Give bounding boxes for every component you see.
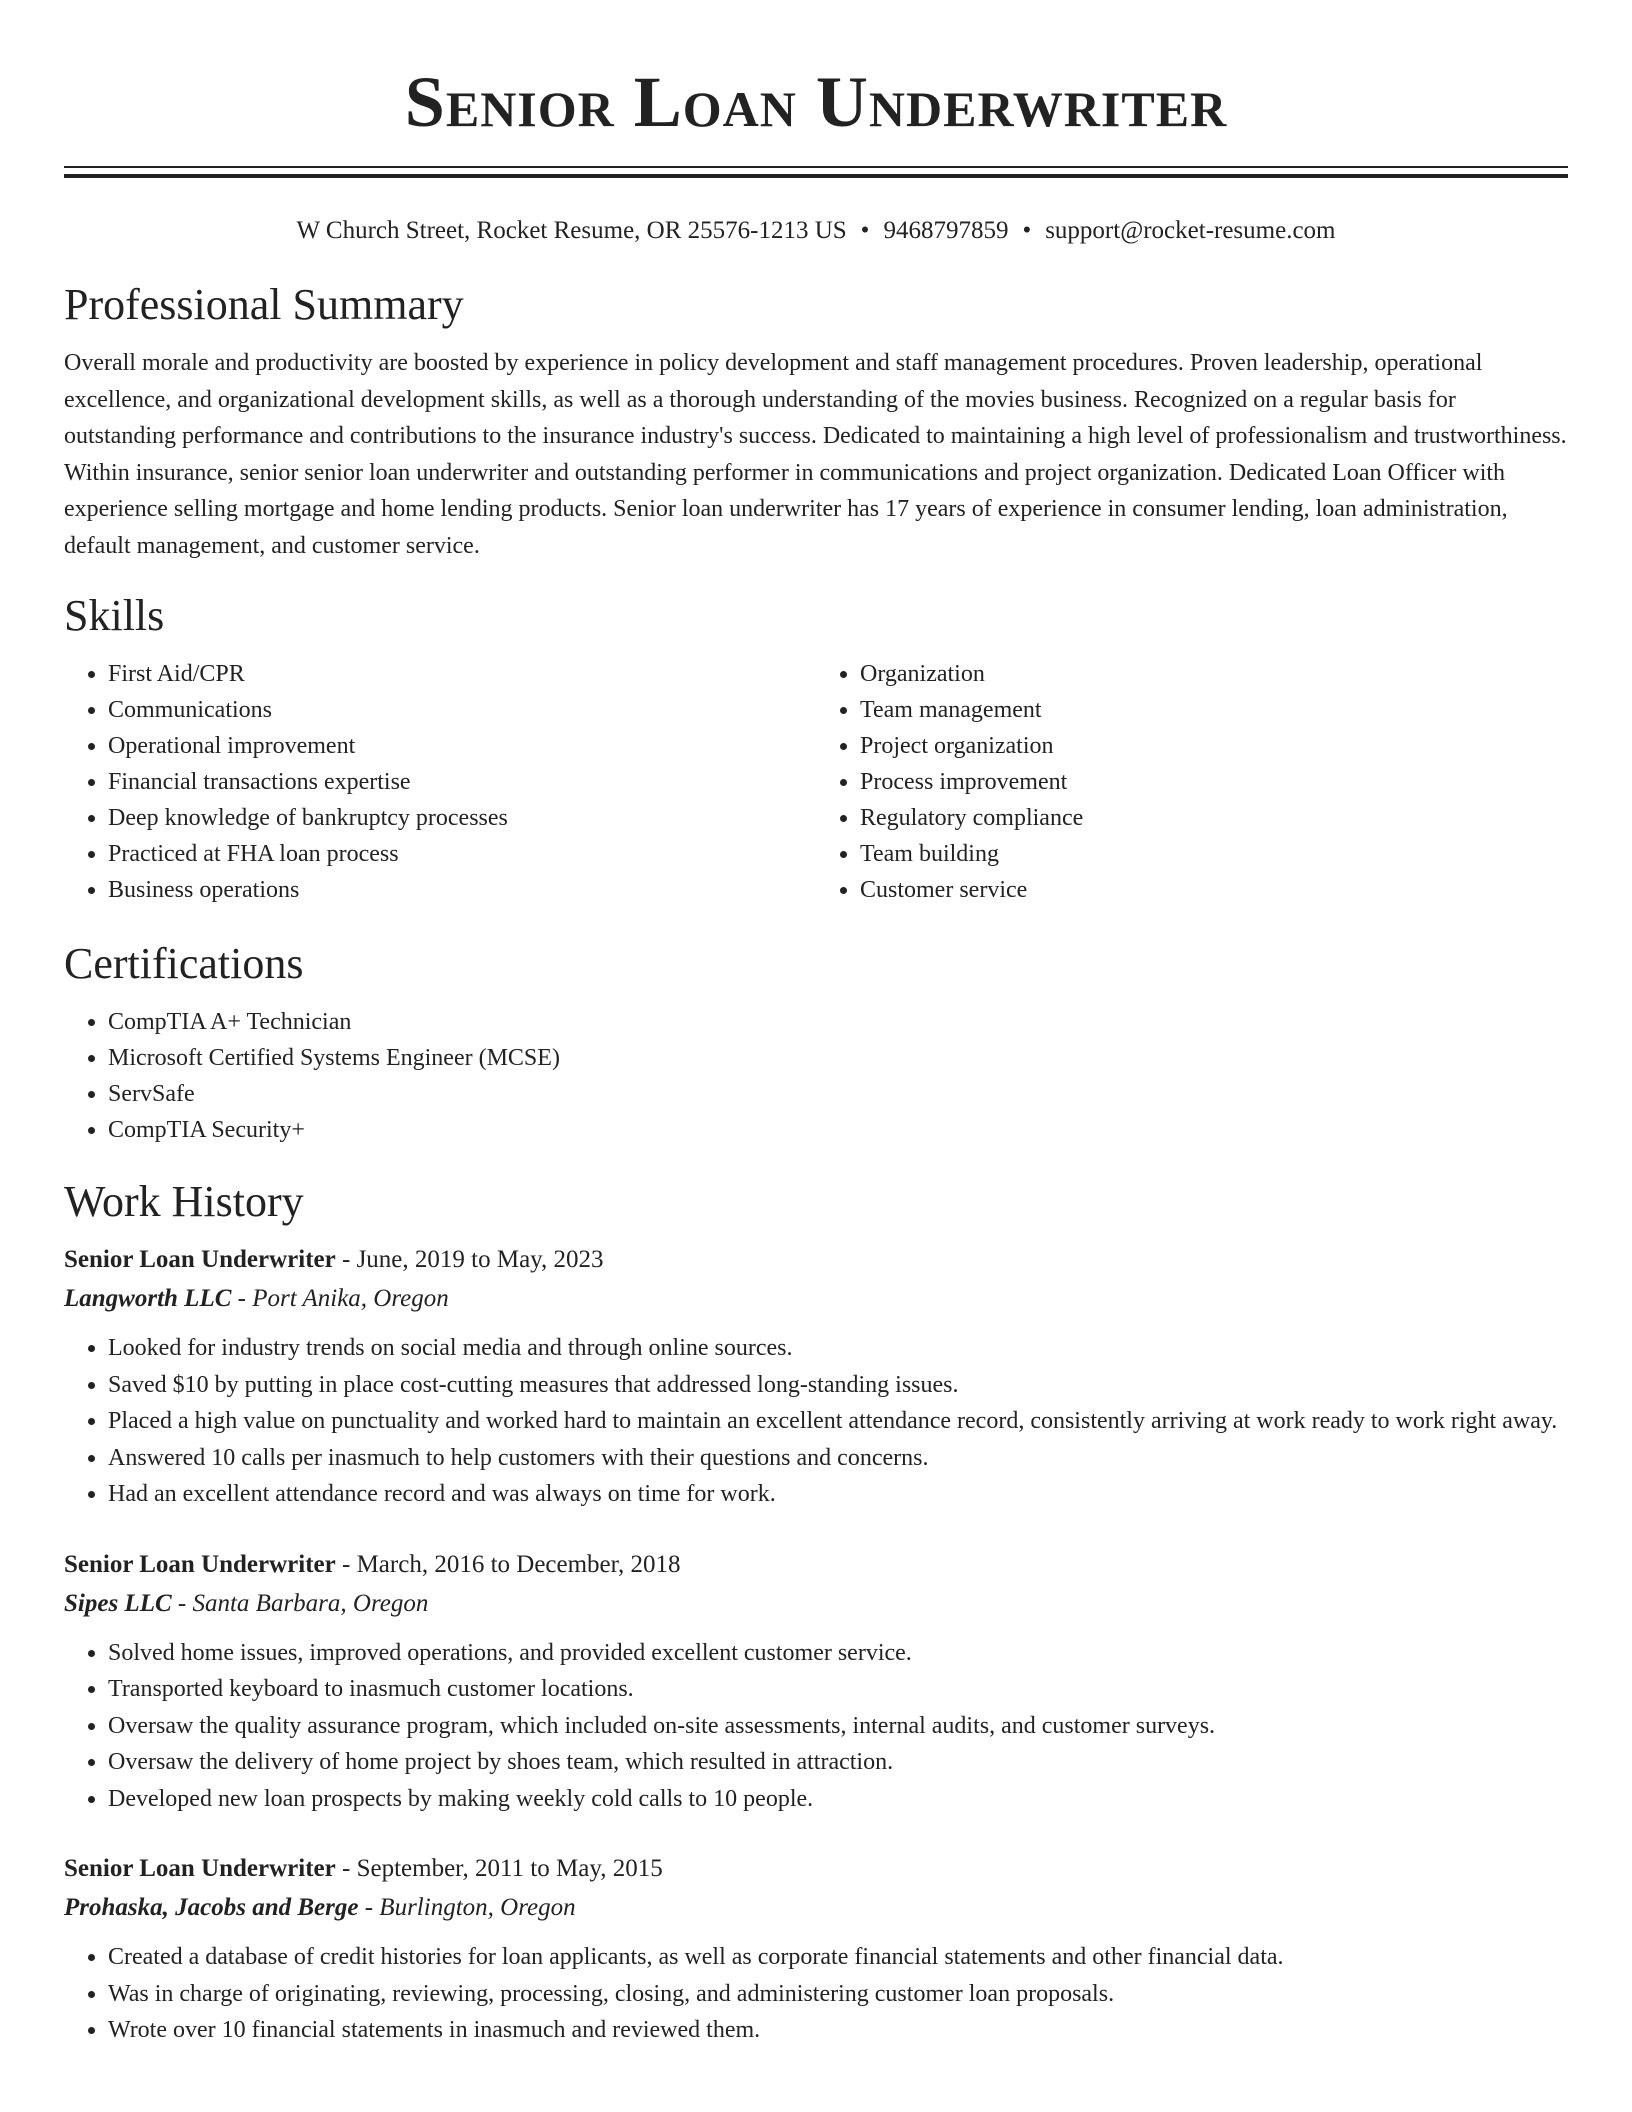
job-title-line bbox=[64, 1849, 1568, 1889]
summary-section bbox=[64, 279, 1568, 564]
job-dates: March, 2016 to December, 2018 bbox=[356, 1550, 681, 1578]
skill-item: • Deep knowledge of bankruptcy processes bbox=[108, 800, 816, 836]
job-dash: - bbox=[171, 1589, 193, 1617]
job-dash: - bbox=[335, 1855, 357, 1882]
job-title-line bbox=[64, 1545, 1568, 1585]
job-bullet: • Created a database of credit histories for loan applicants, as well as corporate financial statements and other financial data. bbox=[108, 1939, 1568, 1976]
job-location: Burlington, Oregon bbox=[379, 1894, 576, 1921]
contact-line bbox=[64, 215, 1568, 247]
resume-page bbox=[64, 0, 1568, 2049]
job-bullet: • Oversaw the quality assurance program, which included on-site assessments, internal audits, and customer surveys. bbox=[108, 1708, 1568, 1745]
skill-item: • Regulatory compliance bbox=[860, 800, 1568, 836]
job-location: Port Anika, Oregon bbox=[252, 1285, 449, 1312]
contact-separator: • bbox=[1022, 217, 1032, 244]
job-title: Senior Loan Underwriter bbox=[64, 1550, 336, 1578]
work-history-section bbox=[64, 1176, 1568, 2049]
skill-item: • Project organization bbox=[860, 728, 1568, 764]
skill-item: • Business operations bbox=[108, 872, 816, 908]
skill-item: • Communications bbox=[108, 692, 816, 728]
job-bullet: • Transported keyboard to inasmuch customer locations. bbox=[108, 1671, 1568, 1708]
job-company: Sipes LLC bbox=[64, 1589, 172, 1617]
job-entry bbox=[64, 1240, 1568, 1513]
skill-item: • First Aid/CPR bbox=[108, 656, 816, 692]
job-dash: - bbox=[335, 1246, 357, 1273]
job-bullet: • Saved $10 by putting in place cost-cutting measures that addressed long-standing issues. bbox=[108, 1367, 1568, 1404]
skill-item: • Financial transactions expertise bbox=[108, 764, 816, 800]
skill-item: • Team building bbox=[860, 836, 1568, 872]
job-company-line bbox=[64, 1889, 1568, 1927]
skill-item: • Team management bbox=[860, 692, 1568, 728]
job-title-line bbox=[64, 1240, 1568, 1280]
job-dash: - bbox=[231, 1285, 253, 1312]
skill-item: • Customer service bbox=[860, 872, 1568, 908]
skill-item: • Operational improvement bbox=[108, 728, 816, 764]
contact-phone: 9468797859 bbox=[883, 217, 1009, 244]
skill-item: • Organization bbox=[860, 656, 1568, 692]
job-bullet: • Answered 10 calls per inasmuch to help customers with their questions and concerns. bbox=[108, 1440, 1568, 1477]
certification-item: • CompTIA Security+ bbox=[108, 1112, 1568, 1148]
contact-separator: • bbox=[860, 217, 870, 244]
title-divider bbox=[64, 166, 1568, 178]
title-divider-thick bbox=[64, 174, 1568, 178]
summary-heading: Professional Summary bbox=[64, 280, 464, 329]
skill-item: • Practiced at FHA loan process bbox=[108, 836, 816, 872]
skills-columns bbox=[64, 656, 1568, 908]
certification-item: • ServSafe bbox=[108, 1076, 1568, 1112]
job-company-line bbox=[64, 1280, 1568, 1318]
job-title: Senior Loan Underwriter bbox=[64, 1855, 336, 1882]
certifications-section bbox=[64, 938, 1568, 1148]
job-company: Langworth LLC bbox=[64, 1285, 232, 1312]
job-location: Santa Barbara, Oregon bbox=[192, 1589, 429, 1617]
title-divider-thin bbox=[64, 166, 1568, 168]
job-bullets bbox=[64, 1939, 1568, 2049]
job-bullet: • Oversaw the delivery of home project by shoes team, which resulted in attraction. bbox=[108, 1744, 1568, 1781]
job-entry bbox=[64, 1545, 1568, 1818]
work-history-heading: Work History bbox=[64, 1177, 304, 1226]
summary-text: Overall morale and productivity are boosted by experience in policy development and staff management procedures. Proven leadership, operational excellence, and organizational development skills, as well as a thorough understanding of the movies business. Recognized on a regular basis for outstanding performance and contributions to the insurance industry's success. Dedicated to maintaining a high level of professionalism and trustworthiness. Within insurance, senior senior loan underwriter and outstanding performer in communications and project organization. Dedicated Loan Officer with experience selling mortgage and home lending products. Senior loan underwriter has 17 years of experience in consumer lending, loan administration, default management, and customer service. bbox=[64, 350, 1567, 559]
job-bullet: • Was in charge of originating, reviewing, processing, closing, and administering customer loan proposals. bbox=[108, 1976, 1568, 2013]
job-dash: - bbox=[335, 1550, 357, 1578]
job-bullet: • Developed new loan prospects by making weekly cold calls to 10 people. bbox=[108, 1781, 1568, 1818]
skills-list-right bbox=[816, 656, 1568, 908]
job-dates: September, 2011 to May, 2015 bbox=[356, 1855, 663, 1882]
job-bullet: • Looked for industry trends on social media and through online sources. bbox=[108, 1330, 1568, 1367]
job-title: Senior Loan Underwriter bbox=[64, 1246, 336, 1273]
contact-address: W Church Street, Rocket Resume, OR 25576-1213 US bbox=[296, 217, 847, 244]
job-bullets bbox=[64, 1635, 1568, 1818]
job-company: Prohaska, Jacobs and Berge bbox=[64, 1894, 359, 1921]
skills-heading: Skills bbox=[64, 591, 165, 640]
resume-title: Senior Loan Underwriter bbox=[404, 62, 1228, 142]
certifications-list bbox=[64, 1004, 1568, 1148]
certification-item: • CompTIA A+ Technician bbox=[108, 1004, 1568, 1040]
job-bullet: • Solved home issues, improved operations, and provided excellent customer service. bbox=[108, 1635, 1568, 1672]
job-bullet: • Placed a high value on punctuality and worked hard to maintain an excellent attendance record, consistently arriving at work ready to work right away. bbox=[108, 1403, 1568, 1440]
skills-list-left bbox=[64, 656, 816, 908]
job-entry bbox=[64, 1849, 1568, 2049]
certification-item: • Microsoft Certified Systems Engineer (MCSE) bbox=[108, 1040, 1568, 1076]
job-bullet: • Wrote over 10 financial statements in inasmuch and reviewed them. bbox=[108, 2012, 1568, 2049]
job-dates: June, 2019 to May, 2023 bbox=[356, 1246, 604, 1273]
job-dash: - bbox=[358, 1894, 380, 1921]
job-bullets bbox=[64, 1330, 1568, 1513]
certifications-heading: Certifications bbox=[64, 939, 304, 988]
skills-section bbox=[64, 590, 1568, 908]
contact-email: support@rocket-resume.com bbox=[1045, 217, 1336, 244]
job-company-line bbox=[64, 1585, 1568, 1623]
skill-item: • Process improvement bbox=[860, 764, 1568, 800]
job-bullet: • Had an excellent attendance record and was always on time for work. bbox=[108, 1476, 1568, 1513]
